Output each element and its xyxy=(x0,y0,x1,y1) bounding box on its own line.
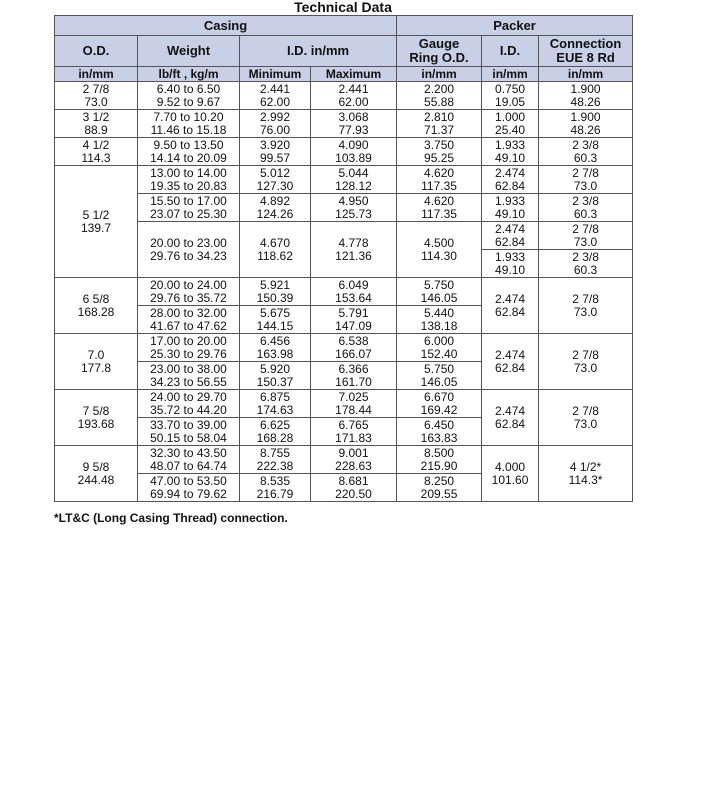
id-max-cell: 6.765 171.83 xyxy=(311,418,397,446)
weight-cell: 23.00 to 38.00 34.23 to 56.55 xyxy=(138,362,240,390)
packer-id-cell: 1.933 49.10 xyxy=(482,250,539,278)
gauge-cell: 6.450 163.83 xyxy=(397,418,482,446)
connection-unit: in/mm xyxy=(539,67,633,82)
weight-cell: 7.70 to 10.20 11.46 to 15.18 xyxy=(138,110,240,138)
od-cell: 6 5/8 168.28 xyxy=(55,278,138,334)
gauge-cell: 8.500 215.90 xyxy=(397,446,482,474)
gauge-cell: 3.750 95.25 xyxy=(397,138,482,166)
technical-data-table xyxy=(54,15,633,502)
od-unit: in/mm xyxy=(55,67,138,82)
weight-cell: 28.00 to 32.00 41.67 to 47.62 xyxy=(138,306,240,334)
id-min-cell: 4.670 118.62 xyxy=(240,222,311,278)
id-max-cell: 4.778 121.36 xyxy=(311,222,397,278)
packer-id-cell: 2.474 62.84 xyxy=(482,222,539,250)
table-row xyxy=(55,110,633,138)
id-min-cell: 5.675 144.15 xyxy=(240,306,311,334)
id-min-cell: 2.441 62.00 xyxy=(240,82,311,110)
weight-cell: 33.70 to 39.00 50.15 to 58.04 xyxy=(138,418,240,446)
packer-id-cell: 4.000 101.60 xyxy=(482,446,539,502)
id-min-cell: 8.535 216.79 xyxy=(240,474,311,502)
weight-cell: 15.50 to 17.00 23.07 to 25.30 xyxy=(138,194,240,222)
connection-cell: 1.900 48.26 xyxy=(539,82,633,110)
weight-cell: 24.00 to 29.70 35.72 to 44.20 xyxy=(138,390,240,418)
weight-cell: 9.50 to 13.50 14.14 to 20.09 xyxy=(138,138,240,166)
id-max-cell: 4.950 125.73 xyxy=(311,194,397,222)
od-cell: 9 5/8 244.48 xyxy=(55,446,138,502)
packer-id-header: I.D. xyxy=(482,36,539,67)
id-max-cell: 5.044 128.12 xyxy=(311,166,397,194)
gauge-cell: 2.810 71.37 xyxy=(397,110,482,138)
weight-cell: 6.40 to 6.50 9.52 to 9.67 xyxy=(138,82,240,110)
id-max-cell: 2.441 62.00 xyxy=(311,82,397,110)
table-row xyxy=(55,138,633,166)
id-min-cell: 5.920 150.37 xyxy=(240,362,311,390)
table-row xyxy=(55,194,633,222)
table-row xyxy=(55,222,633,250)
table-row xyxy=(55,278,633,306)
gauge-cell: 5.440 138.18 xyxy=(397,306,482,334)
connection-cell: 1.900 48.26 xyxy=(539,110,633,138)
od-cell: 2 7/8 73.0 xyxy=(55,82,138,110)
packer-id-cell: 2.474 62.84 xyxy=(482,278,539,334)
connection-cell: 4 1/2* 114.3* xyxy=(539,446,633,502)
weight-cell: 17.00 to 20.00 25.30 to 29.76 xyxy=(138,334,240,362)
gauge-cell: 6.670 169.42 xyxy=(397,390,482,418)
footnote: *LT&C (Long Casing Thread) connection. xyxy=(54,511,288,525)
weight-header: Weight xyxy=(138,36,240,67)
gauge-unit: in/mm xyxy=(397,67,482,82)
id-max-cell: 6.366 161.70 xyxy=(311,362,397,390)
packer-id-cell: 1.000 25.40 xyxy=(482,110,539,138)
id-min-cell: 3.920 99.57 xyxy=(240,138,311,166)
casing-header: Casing xyxy=(55,16,397,36)
weight-cell: 32.30 to 43.50 48.07 to 64.74 xyxy=(138,446,240,474)
table-row xyxy=(55,166,633,194)
column-header-row xyxy=(55,36,633,67)
connection-cell: 2 3/8 60.3 xyxy=(539,138,633,166)
id-min-cell: 6.875 174.63 xyxy=(240,390,311,418)
od-header: O.D. xyxy=(55,36,138,67)
packer-id-unit: in/mm xyxy=(482,67,539,82)
connection-cell: 2 7/8 73.0 xyxy=(539,334,633,390)
id-min-cell: 4.892 124.26 xyxy=(240,194,311,222)
packer-id-cell: 0.750 19.05 xyxy=(482,82,539,110)
id-max-cell: 9.001 228.63 xyxy=(311,446,397,474)
weight-unit: lb/ft , kg/m xyxy=(138,67,240,82)
connection-cell: 2 7/8 73.0 xyxy=(539,278,633,334)
od-cell: 4 1/2 114.3 xyxy=(55,138,138,166)
id-max-cell: 7.025 178.44 xyxy=(311,390,397,418)
table-row xyxy=(55,446,633,474)
weight-cell: 13.00 to 14.00 19.35 to 20.83 xyxy=(138,166,240,194)
od-cell: 7.0 177.8 xyxy=(55,334,138,390)
connection-cell: 2 7/8 73.0 xyxy=(539,390,633,446)
id-min-cell: 6.625 168.28 xyxy=(240,418,311,446)
gauge-cell: 4.620 117.35 xyxy=(397,194,482,222)
packer-id-cell: 2.474 62.84 xyxy=(482,334,539,390)
maximum-header: Maximum xyxy=(311,67,397,82)
id-min-cell: 6.456 163.98 xyxy=(240,334,311,362)
id-min-cell: 8.755 222.38 xyxy=(240,446,311,474)
od-cell: 5 1/2 139.7 xyxy=(55,166,138,278)
id-min-cell: 5.012 127.30 xyxy=(240,166,311,194)
weight-cell: 47.00 to 53.50 69.94 to 79.62 xyxy=(138,474,240,502)
id-max-cell: 4.090 103.89 xyxy=(311,138,397,166)
id-max-cell: 6.538 166.07 xyxy=(311,334,397,362)
table-row xyxy=(55,334,633,362)
gauge-cell: 2.200 55.88 xyxy=(397,82,482,110)
connection-header: Connection EUE 8 Rd xyxy=(539,36,633,67)
group-header-row xyxy=(55,16,633,36)
gauge-cell: 5.750 146.05 xyxy=(397,362,482,390)
od-cell: 3 1/2 88.9 xyxy=(55,110,138,138)
table-row xyxy=(55,390,633,418)
weight-cell: 20.00 to 24.00 29.76 to 35.72 xyxy=(138,278,240,306)
id-max-cell: 5.791 147.09 xyxy=(311,306,397,334)
connection-cell: 2 3/8 60.3 xyxy=(539,250,633,278)
gauge-cell: 6.000 152.40 xyxy=(397,334,482,362)
gauge-ring-header: Gauge Ring O.D. xyxy=(397,36,482,67)
gauge-cell: 4.500 114.30 xyxy=(397,222,482,278)
id-max-cell: 8.681 220.50 xyxy=(311,474,397,502)
connection-cell: 2 7/8 73.0 xyxy=(539,222,633,250)
id-max-cell: 3.068 77.93 xyxy=(311,110,397,138)
table-row xyxy=(55,82,633,110)
casing-id-header: I.D. in/mm xyxy=(240,36,397,67)
packer-id-cell: 1.933 49.10 xyxy=(482,194,539,222)
gauge-cell: 8.250 209.55 xyxy=(397,474,482,502)
packer-header: Packer xyxy=(397,16,633,36)
gauge-cell: 5.750 146.05 xyxy=(397,278,482,306)
minimum-header: Minimum xyxy=(240,67,311,82)
table-title: Technical Data xyxy=(294,0,392,15)
packer-id-cell: 2.474 62.84 xyxy=(482,390,539,446)
connection-cell: 2 3/8 60.3 xyxy=(539,194,633,222)
packer-id-cell: 2.474 62.84 xyxy=(482,166,539,194)
packer-id-cell: 1.933 49.10 xyxy=(482,138,539,166)
id-min-cell: 5.921 150.39 xyxy=(240,278,311,306)
connection-cell: 2 7/8 73.0 xyxy=(539,166,633,194)
id-max-cell: 6.049 153.64 xyxy=(311,278,397,306)
id-min-cell: 2.992 76.00 xyxy=(240,110,311,138)
weight-cell: 20.00 to 23.00 29.76 to 34.23 xyxy=(138,222,240,278)
od-cell: 7 5/8 193.68 xyxy=(55,390,138,446)
unit-header-row xyxy=(55,67,633,82)
gauge-cell: 4.620 117.35 xyxy=(397,166,482,194)
